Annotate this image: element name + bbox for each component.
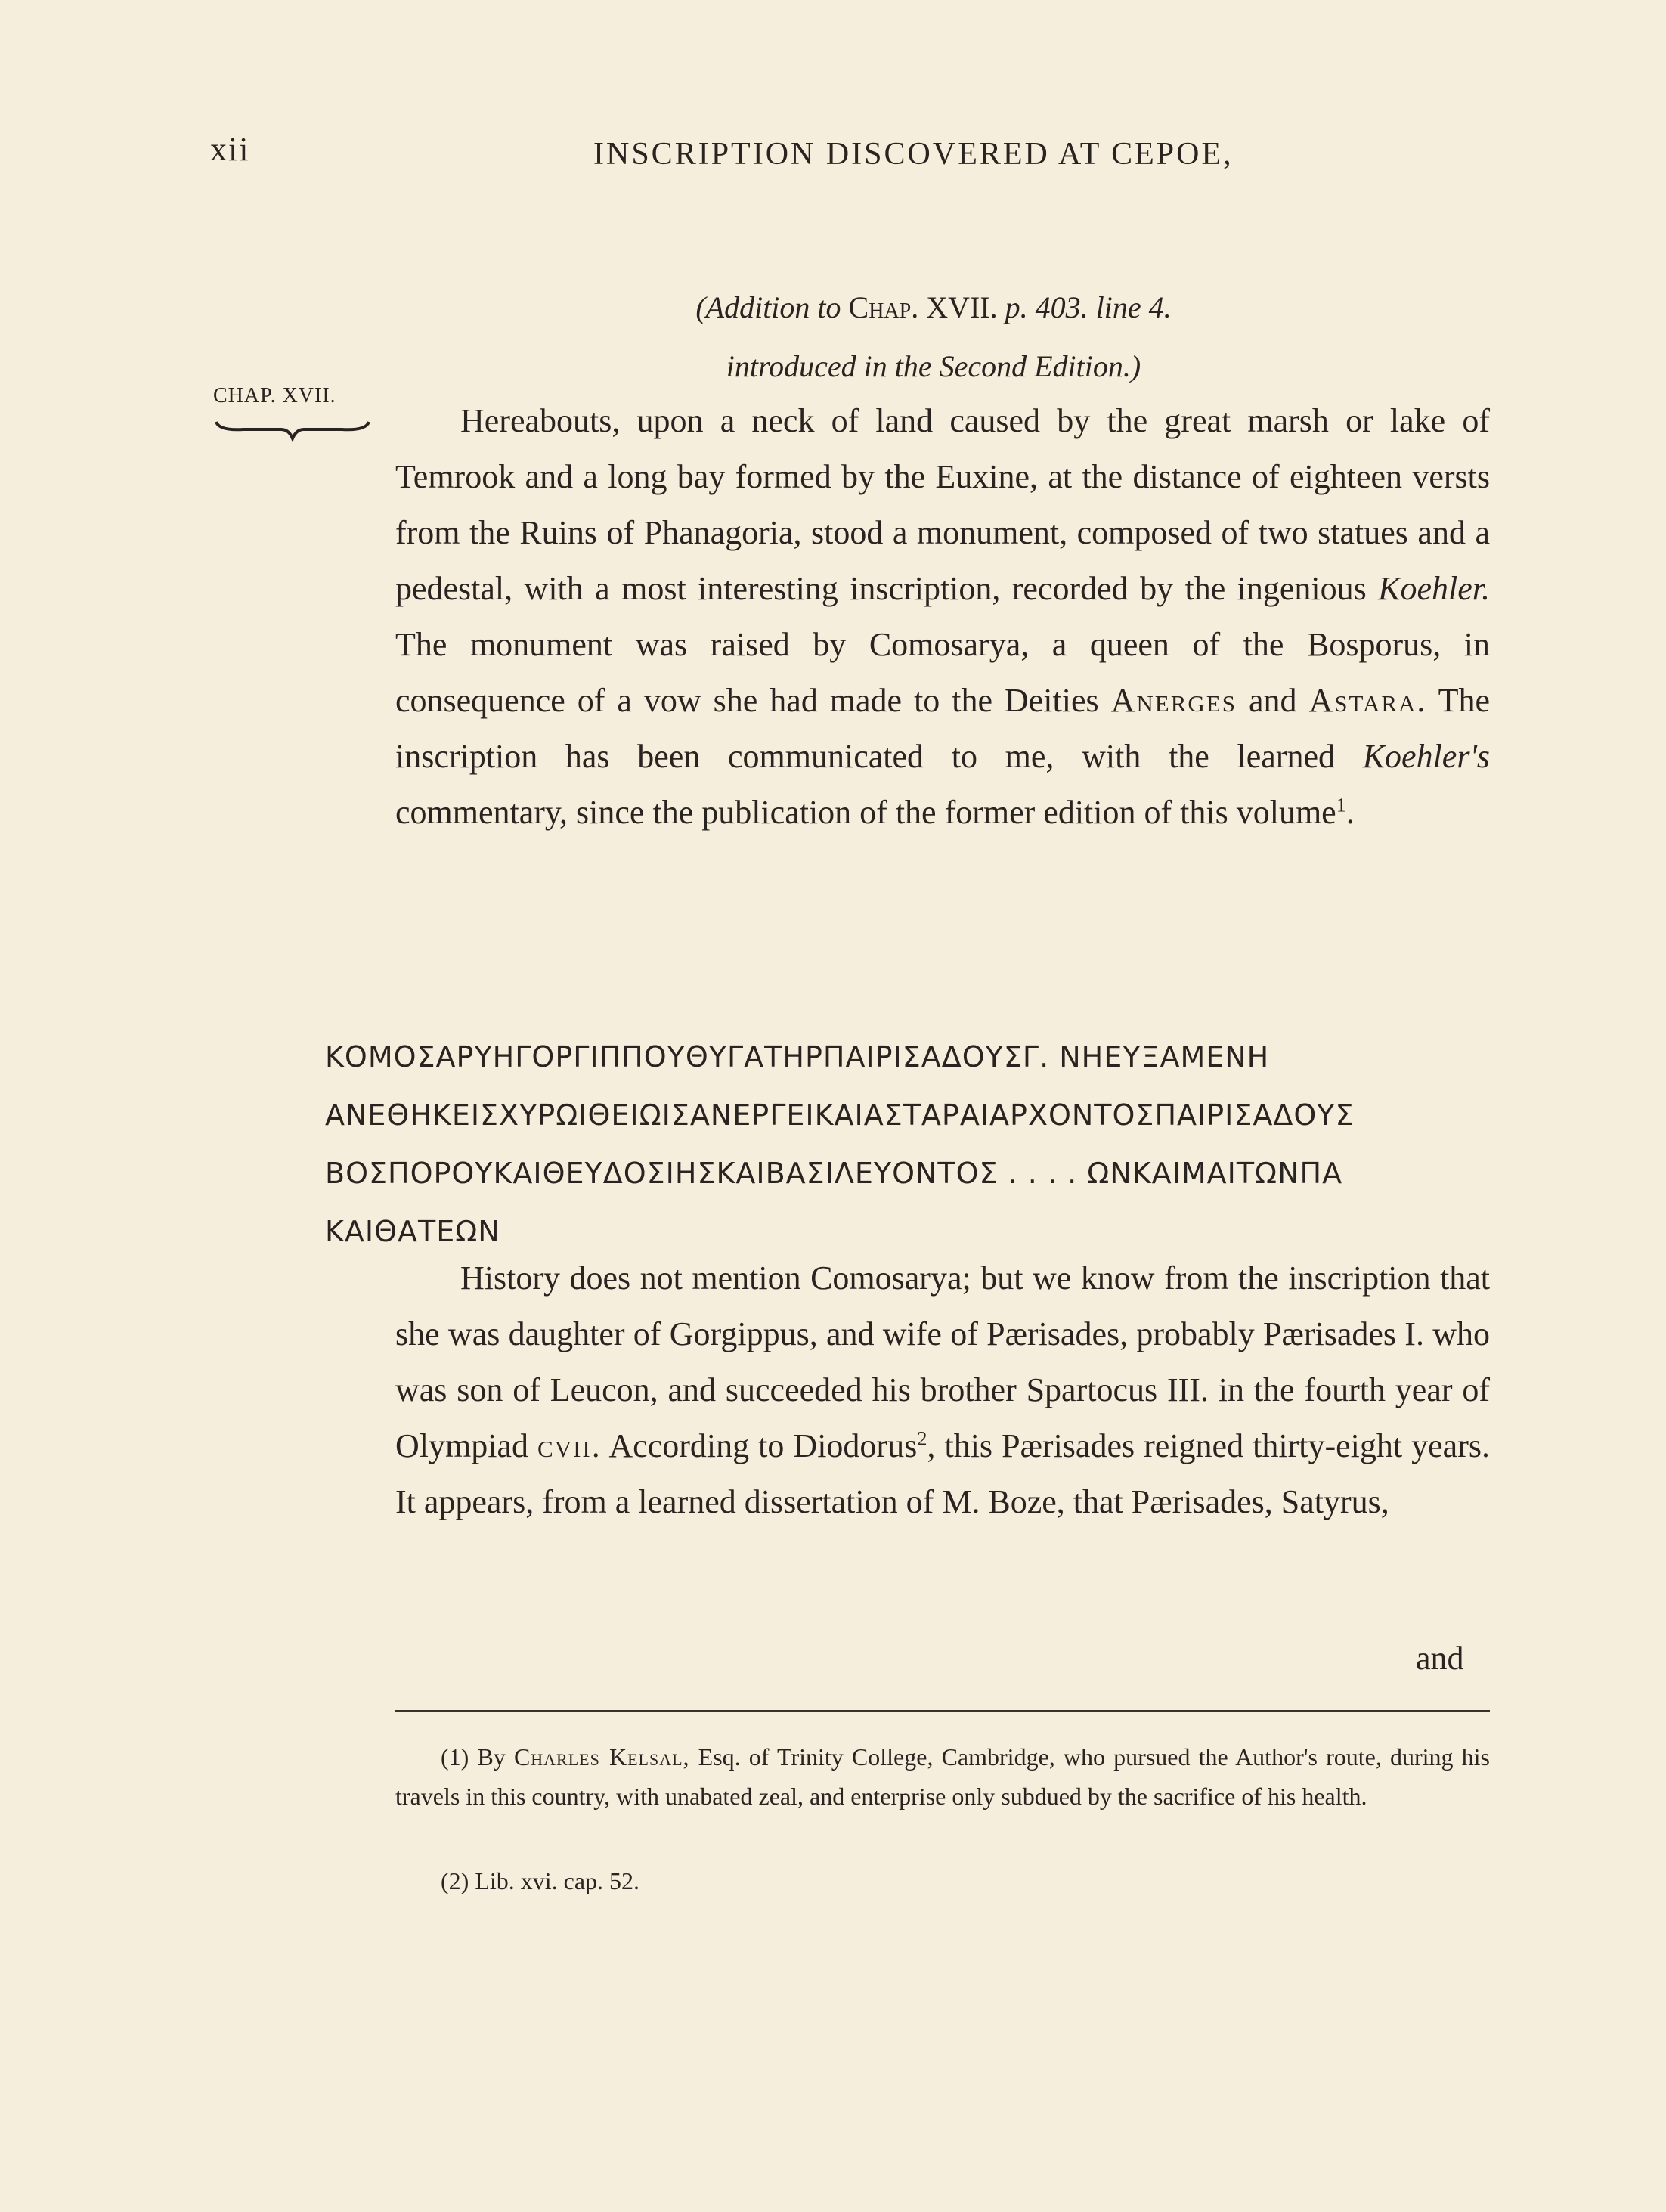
paragraph-1-text-e: commentary, since the publication of the former edition of this volume bbox=[395, 794, 1336, 831]
footnote-2 bbox=[395, 1861, 1490, 1901]
inscription-line: ΚΟΜΟΣΑΡΥΗΓΟΡΓΙΠΠΟΥΘΥΓΑΤΗΡΠΑΙΡΙΣΑΔΟΥΣΓ. ΝΗΕΥΞΑΜΕΝΗ bbox=[325, 1040, 1270, 1073]
chapter-margin-note: CHAP. XVII. bbox=[213, 384, 336, 407]
addition-line-1 bbox=[454, 278, 1414, 337]
footnote-ref-1[interactable]: 1 bbox=[1336, 793, 1346, 816]
olympiad-number: cvii. bbox=[537, 1427, 602, 1464]
deity-anerges: Anerges bbox=[1110, 682, 1237, 719]
paragraph-2-text-a: History does not mention Comosarya; but we know from the inscription that she was daughter of Gorgippus, and wife of Pærisades, probably Pærisades I. who was son of Leucon, and succeeded his brother Spartocus III. in the fourth year of Olympiad bbox=[395, 1259, 1490, 1464]
koehler-name: Koehler. bbox=[1378, 570, 1490, 607]
paragraph-2 bbox=[395, 1250, 1490, 1530]
addition-note bbox=[454, 278, 1414, 396]
paragraph-1-text-d: The inscription has been communicated to me, with the learned bbox=[395, 682, 1490, 775]
inscription-line: ΒΟΣΠΟΡΟΥΚΑΙΘΕΥΔΟΣΙΗΣΚΑΙΒΑΣΙΛΕΥΟΝΤΟΣ . . . . ΩΝΚΑΙΜΑΙΤΩΝΠΑ bbox=[325, 1157, 1343, 1190]
paragraph-1-text-c: and bbox=[1236, 682, 1309, 719]
footnote-1-name: Charles Kelsal, bbox=[513, 1743, 690, 1771]
paragraph-1 bbox=[395, 393, 1490, 841]
footnote-1-marker: (1) bbox=[441, 1743, 469, 1771]
addition-chap-label: Chap. bbox=[848, 290, 919, 324]
margin-brace-icon bbox=[213, 414, 372, 445]
footnote-divider bbox=[395, 1710, 1490, 1712]
paragraph-1-text-f: . bbox=[1345, 794, 1355, 831]
footnote-1 bbox=[395, 1737, 1490, 1816]
footnote-2-marker: (2) bbox=[441, 1867, 469, 1894]
catchword: and bbox=[1416, 1640, 1464, 1677]
footnote-1-text: Esq. of Trinity College, Cambridge, who pursued the Author's route, during his travels in this country, with unabated zeal, and enterprise only subdued by the sacrifice of his health. bbox=[395, 1743, 1491, 1810]
footnote-ref-2[interactable]: 2 bbox=[917, 1427, 927, 1450]
running-head: INSCRIPTION DISCOVERED AT CEPOE, bbox=[593, 137, 1234, 172]
addition-line-ref: line 4. bbox=[1095, 290, 1172, 324]
footnote-1-by: By bbox=[477, 1743, 506, 1771]
inscription-line: ΚΑΙΘΑΤΕΩΝ bbox=[325, 1215, 500, 1248]
inscription-line: ΑΝΕΘΗΚΕΙΣΧΥΡΩΙΘΕΙΩΙΣΑΝΕΡΓΕΙΚΑΙΑΣΤΑΡΑΙΑΡΧΟΝΤΟΣΠΑΙΡΙΣΑΔΟΥΣ bbox=[325, 1098, 1355, 1132]
addition-page-ref: p. 403. bbox=[1005, 290, 1088, 324]
addition-prefix: (Addition to bbox=[695, 290, 841, 324]
koehlers-name: Koehler's bbox=[1362, 738, 1490, 775]
addition-chap-number: XVII. bbox=[926, 290, 998, 324]
paragraph-2-text-b: According to Diodorus bbox=[601, 1427, 918, 1464]
paragraph-2-text-c: , this Pærisades reigned thirty-eight years. It appears, from a learned dissertation of M. Boze, that Pærisades, Satyrus, bbox=[395, 1427, 1490, 1520]
footnote-2-text: Lib. xvi. cap. 52. bbox=[475, 1867, 640, 1894]
deity-astara: Astara. bbox=[1308, 682, 1427, 719]
addition-line-2: introduced in the Second Edition.) bbox=[726, 349, 1141, 383]
greek-inscription bbox=[325, 1028, 1610, 1261]
paragraph-1-text-b: The monument was raised by Comosarya, a queen of the Bosporus, in consequence of a vow she had made to the Deities bbox=[395, 626, 1490, 719]
paragraph-1-text-a: Hereabouts, upon a neck of land caused by the great marsh or lake of Temrook and a long bay formed by the Euxine, at the distance of eighteen versts from the Ruins of Phanagoria, stood a monument, composed of two statues and a pedestal, with a most interesting inscription, recorded by the ingenious bbox=[395, 402, 1490, 607]
page-number: xii bbox=[210, 131, 250, 168]
